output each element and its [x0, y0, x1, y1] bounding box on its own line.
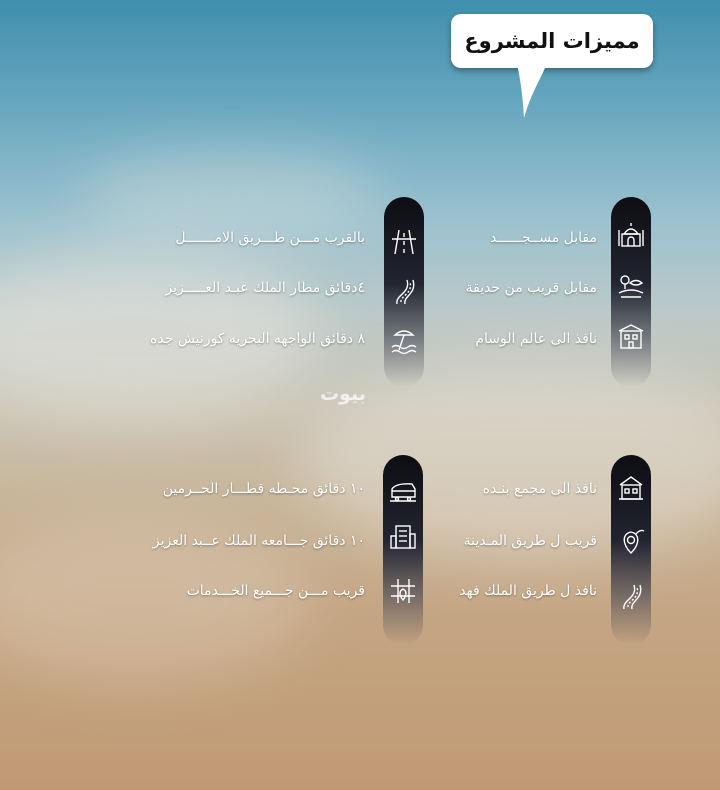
cloud-decoration: [80, 150, 380, 240]
icon-bar-left-bottom: [383, 455, 423, 645]
park-icon: [616, 271, 646, 301]
feature-amal-road: بالقرب مـــن طـــريق الامـــــــل: [175, 230, 365, 246]
watermark-logo: بيوت: [320, 383, 366, 405]
university-icon: [388, 522, 418, 552]
mosque-icon: [616, 220, 646, 250]
feature-all-services: قريب مـــن جـــميع الخـــدمات: [186, 583, 365, 599]
page-title: مميزات المشروع: [464, 29, 640, 53]
feature-corniche: ٨ دقائق الواجهه البحريه كورنيش جده: [150, 331, 365, 347]
feature-haramain-train: ١٠ دقائق محـطه قطـــار الحــرمين: [162, 481, 365, 497]
feature-madinah-road: قريب ل طريق المـدينة: [463, 533, 597, 549]
feature-kau-university: ١٠ دقائق جـــامعه الملك عــبد العزيز: [152, 533, 365, 549]
building-icon: [616, 322, 646, 352]
title-bubble: [451, 14, 653, 68]
feature-king-fahd-road: نافذ ل طريق الملك فهد: [459, 583, 597, 599]
feature-alwisam: نافذ الى عالم الوسام: [475, 331, 597, 347]
highway-icon: [389, 227, 419, 257]
mall-icon: [616, 473, 646, 503]
bubble-tail: [512, 60, 552, 122]
beach-icon: [389, 325, 419, 355]
road-icon: [389, 277, 419, 307]
services-map-icon: [388, 576, 418, 606]
location-icon: [616, 526, 646, 556]
icon-bar-right-bottom: [611, 455, 651, 645]
feature-park: مقابل قريب من حديقة: [465, 280, 597, 296]
road-icon: [616, 582, 646, 612]
icon-bar-left-top: [384, 197, 424, 387]
feature-mosque: مقابل مســجــــــد: [490, 230, 597, 246]
icon-bar-right-top: [611, 197, 651, 387]
train-icon: [388, 477, 418, 507]
feature-airport: ٤دقائق مطار الملك عبـد العـــــزيز: [165, 280, 365, 296]
feature-panda-mall: نافذ الى مجمع بنـده: [482, 481, 597, 497]
